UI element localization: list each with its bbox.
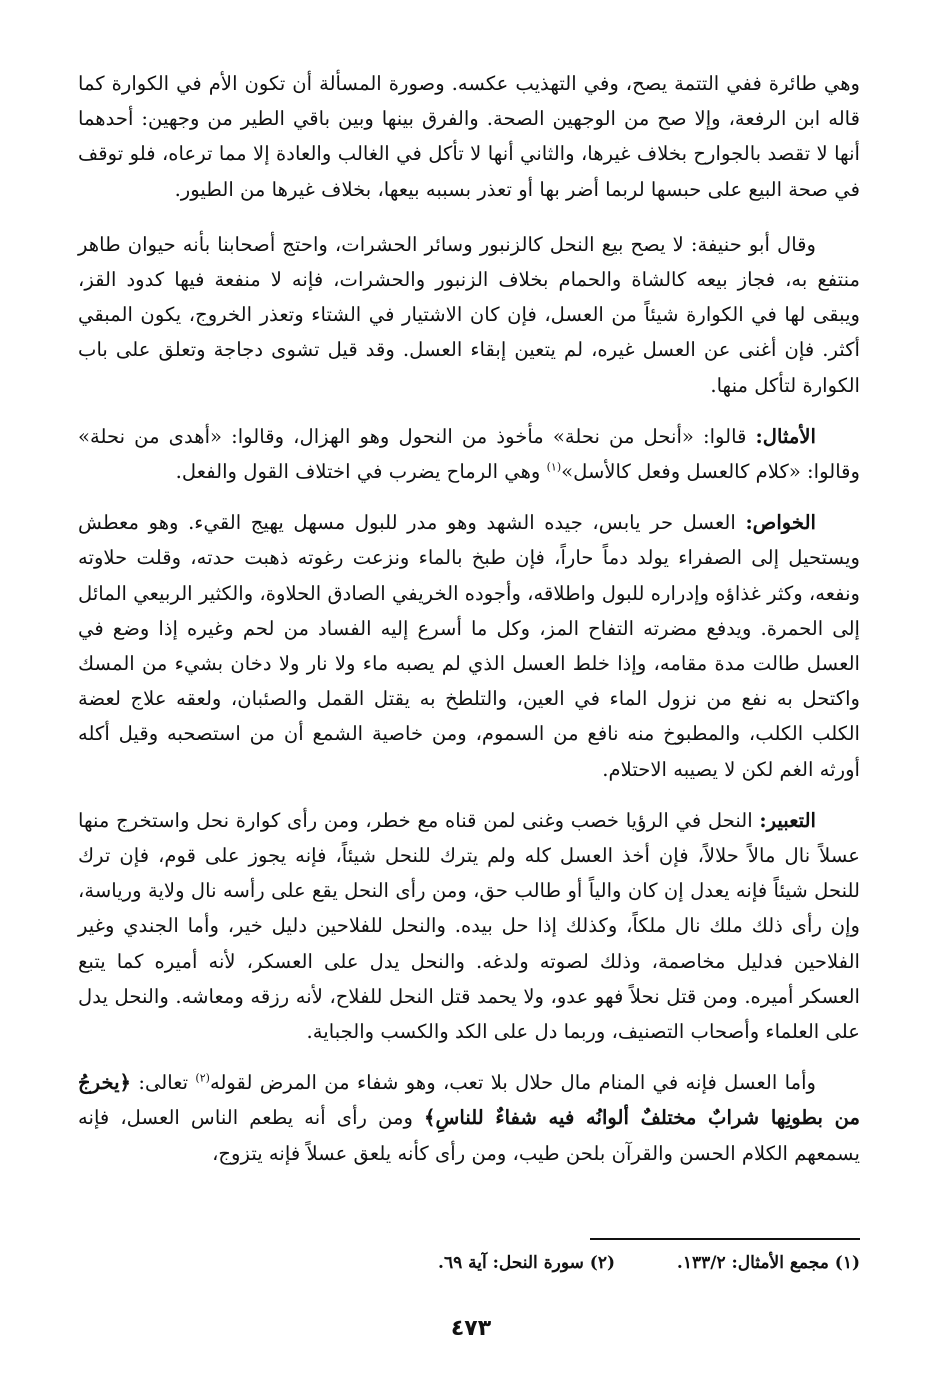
honey-text-c: ومن رأى أنه يطعم الناس العسل، فإنه يسمعهم الكلام الحسن والقرآن بلحن طيب، ومن رأى كأنه يلعق عسلاً فإنه يتزوج، [78, 1106, 860, 1165]
paragraph-properties [78, 505, 860, 787]
paragraph-proverbs [78, 419, 860, 489]
footnote-2 [438, 1249, 615, 1277]
quran-verse: ﴿يخرجُ من بطونِها شرابٌ مختلفٌ ألوانُه فيه شفاءٌ للناسِ﴾ [78, 1071, 860, 1130]
section-label-interpretation: التعبير: [759, 808, 816, 832]
footnote-1-marker: (١) [834, 1253, 860, 1273]
paragraph-dream-interpretation [78, 803, 860, 1049]
footnote-marker-1: (١) [546, 460, 562, 474]
paragraph-birds-sale: وهي طائرة ففي التتمة يصح، وفي التهذيب عكسه. وصورة المسألة أن تكون الأم في الكوارة كما قاله ابن الرفعة، وإلا صح من الوجهين الصحة. والفرق بينها وبين باقي الطير من وجهين: أحدهما أنها لا تقصد بالجوارح بخلاف غيرها، والثاني أنها لا تأكل في الغالب والعادة إلا مما ترعاه، فلو توقف في صحة البيع على حبسها لربما أضر بها أو تعذر بسببه بيعها، بخلاف غيرها من الطيور. [78, 72, 860, 201]
footnote-1 [677, 1249, 860, 1277]
paragraph-abu-hanifa: وقال أبو حنيفة: لا يصح بيع النحل كالزنبور وسائر الحشرات، واحتج أصحابنا بأنه حيوان طاهر منتفع به، فجاز بيعه كالشاة والحمام بخلاف الزنبور والحشرات، فإنه لا منفعة فيها كدود القز، ويبقى لها في الكوارة شيئاً من العسل، فإن كان الاشتيار في الشتاء وتعذر الخروج، يكون المبقي أكثر. فإن أغنى عن العسل غيره، لم يتعين إبقاء العسل. وقد قيل تشوى دجاجة وتعلق على باب الكوارة لتأكل منها. [78, 232, 860, 397]
properties-text: العسل حر يابس، جيده الشهد وهو مدر للبول مسهل يهيج القيء. وهو معطش ويستحيل إلى الصفراء يولد دماً حاراً، فإن طبخ بالماء ونزعت رغوته ذهبت حدته، وقلت حلاوته ونفعه، وكثر غذاؤه وإدراره للبول واطلاقه، وأجوده الخريفي الصادق الحلاوة، والكثير الربيعي المائل إلى الحمرة. ويدفع مضرته التفاح المز، وكل ما أسرع إليه الفساد من لحم وغيره إذا وضع في العسل طالت مدة مقامه، وإذا خلط العسل الذي لم يصبه ماء ولا نار ولا دخان بشيء من المسك واكتحل به نفع من نزول الماء في العين، والتلطخ به يقتل القمل والصئبان، ولعقه علاج لعضة الكلب الكلب، والمطبوخ منه نافع من السموم، ومن خاصية الشمع أن من استصحبه وقيل أكله أورثه الغم لكن لا يصيبه الاحتلام. [78, 511, 860, 781]
footnote-2-text: سورة النحل: آية ٦٩. [438, 1253, 584, 1273]
footnotes [78, 1249, 860, 1277]
proverbs-text-b: وهي الرماح يضرب في اختلاف القول والفعل. [175, 460, 547, 484]
paragraph-honey-dream [78, 1065, 860, 1171]
page-body [78, 66, 860, 1187]
proverbs-text-a: قالوا: «أنحل من نحلة» مأخوذ من النحول وهو الهزال، وقالوا: «أهدى من نحلة» وقالوا: «كلام كالعسل وفعل كالأسل» [78, 424, 860, 484]
interpretation-text: النحل في الرؤيا خصب وغنى لمن قناه مع خطر، ومن رأى كوارة نحل واستخرج منها عسلاً نال مالاً حلالاً، فإن أخذ العسل كله ولم يترك للنحل شيئاً، فإنه يجوز على قوم، فإن ترك للنحل شيئاً فإنه يعدل إن كان والياً أو طالب حق، ومن رأى النحل يقع على رأسه نال ولاية ورياسة، وإن رأى ذلك ملك نال ملكاً، وكذلك إذا حل بيده. والنحل للفلاحين دليل خير، وأما الجندي وغير الفلاحين فدليل مخاصمة، وذلك لصوته ولدغه. والنحل يدل على العسكر، لأنه أميره كما يتبع العسكر أميره. ومن قتل نحلاً فهو عدو، ولا يحمد قتل النحل للفلاح، لأنه رزقه ومعاشه. والنحل يدل على العلماء وأصحاب التصنيف، وربما دل على الكد والكسب والجباية. [78, 808, 860, 1044]
footnote-1-text: مجمع الأمثال: ١٣٣/٢. [676, 1253, 829, 1273]
honey-text-b: تعالى: [131, 1071, 196, 1095]
footnote-marker-2: (٢) [195, 1071, 210, 1085]
section-label-properties: الخواص: [745, 511, 816, 535]
honey-text-a: وأما العسل فإنه في المنام مال حلال بلا تعب، وهو شفاء من المرض لقوله [209, 1071, 816, 1095]
section-label-proverbs: الأمثال: [755, 424, 816, 448]
footnote-2-marker: (٢) [589, 1253, 615, 1273]
page-number: ٤٧٣ [450, 1316, 492, 1341]
footnote-divider [590, 1238, 860, 1240]
